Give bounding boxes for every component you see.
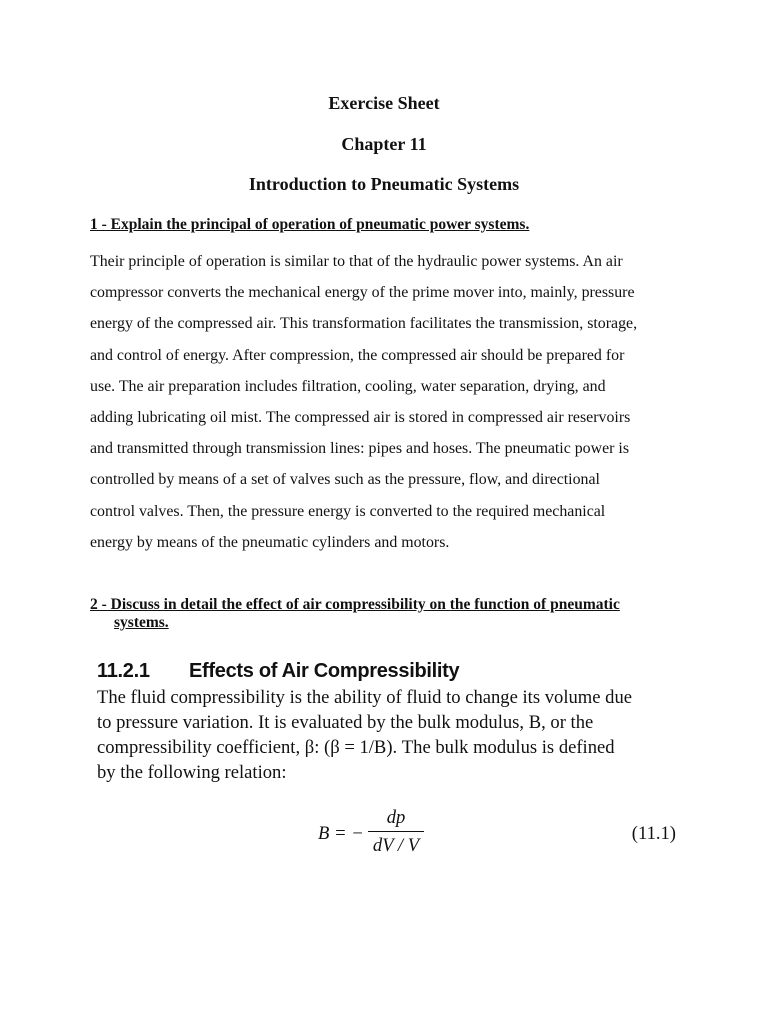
chapter-subtitle: Introduction to Pneumatic Systems (248, 174, 520, 194)
answer-1-line: use. The air preparation includes filtration, cooling, water separation, drying, and (90, 377, 606, 395)
answer-1-line: and control of energy. After compression, the compressed air should be prepared for (90, 346, 625, 364)
bulk-modulus-equation (318, 806, 698, 866)
excerpt-section-heading (97, 660, 697, 683)
chapter-title: Chapter 11 (341, 134, 427, 154)
answer-1-line: energy by means of the pneumatic cylinders and motors. (90, 533, 450, 551)
answer-1-line: control valves. Then, the pressure energy is converted to the required mechanical (90, 502, 606, 520)
answer-1-line: energy of the compressed air. This transformation facilitates the transmission, storage, (90, 315, 638, 333)
answer-1-line: adding lubricating oil mist. The compressed air is stored in compressed air reservoirs (90, 408, 631, 426)
fraction-bar (368, 831, 424, 832)
equation-number: (11.1) (631, 823, 676, 844)
textbook-excerpt (97, 660, 697, 785)
sheet-title: Exercise Sheet (328, 93, 440, 113)
answer-1 (90, 249, 700, 561)
question-1-text: 1 - Explain the principal of operation of pneumatic power systems. (90, 216, 530, 233)
excerpt-line: The fluid compressibility is the ability of fluid to change its volume due (97, 687, 632, 708)
excerpt-section-title: Effects of Air Compressibility (189, 660, 460, 682)
excerpt-line: compressibility coefficient, β: (β = 1/B). The bulk modulus is defined (97, 737, 615, 758)
question-2 (90, 596, 695, 632)
excerpt-body (97, 685, 697, 785)
question-1 (90, 216, 695, 234)
question-2-line-1: 2 - Discuss in detail the effect of air compressibility on the function of pneumatic (90, 596, 620, 613)
answer-1-line: controlled by means of a set of valves such as the pressure, flow, and directional (90, 471, 600, 489)
equation-lhs: B = − (318, 823, 364, 844)
equation-numerator: dp (386, 807, 406, 828)
excerpt-section-number: 11.2.1 (97, 660, 150, 682)
answer-1-line: compressor converts the mechanical energy of the prime mover into, mainly, pressure (90, 284, 635, 302)
excerpt-line: by the following relation: (97, 762, 287, 783)
equation-denominator: dV / V (372, 835, 420, 856)
answer-1-line: Their principle of operation is similar to that of the hydraulic power systems. An air (90, 253, 623, 270)
answer-1-line: and transmitted through transmission lines: pipes and hoses. The pneumatic power is (90, 440, 630, 458)
equation-fraction (368, 806, 424, 858)
question-2-line-2: systems. (114, 614, 169, 631)
excerpt-line: to pressure variation. It is evaluated by the bulk modulus, B, or the (97, 712, 594, 733)
